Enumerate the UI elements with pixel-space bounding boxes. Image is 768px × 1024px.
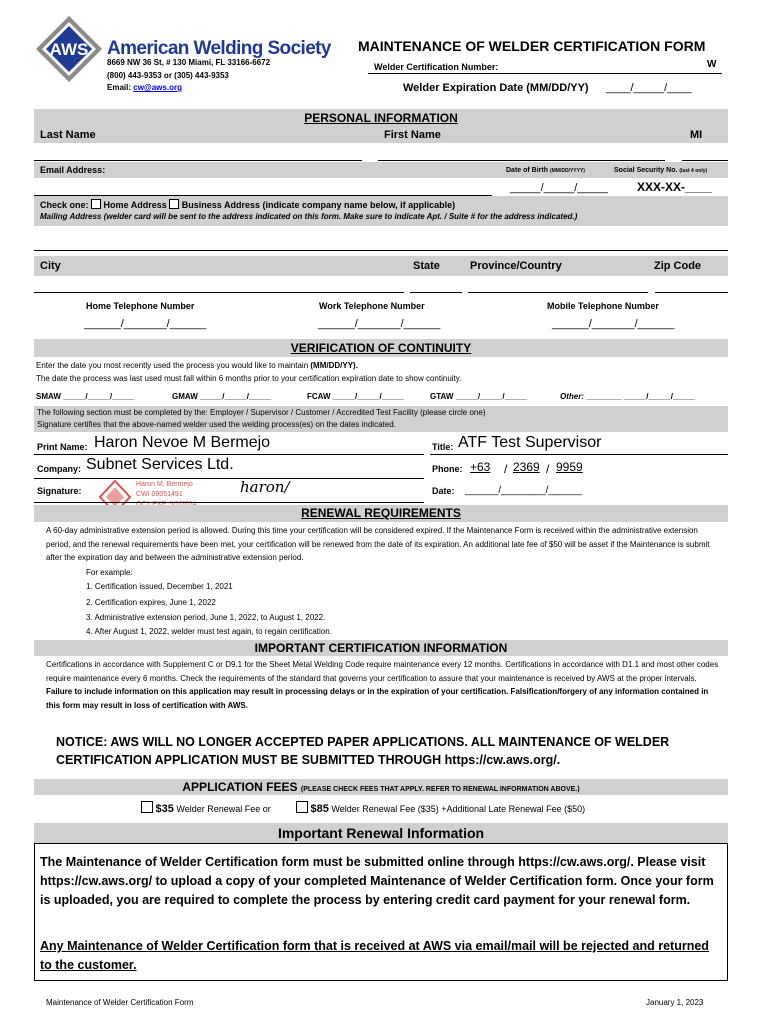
phone-sep-1: / [504,462,508,476]
verification-line1: Enter the date you most recently used the process you would like to maintain (MM/DD/YY). [36,361,358,370]
home-address-label: Home Address [103,200,167,210]
ssn-field[interactable]: XXX-XX-____ [637,180,712,194]
svg-text:AWS: AWS [49,40,89,59]
org-name: American Welding Society [107,38,331,59]
date-label: Date: [432,486,455,496]
stamp-line-2: CWI 09051491 [136,491,183,498]
email-address-label: Email Address: [40,165,106,175]
renewal-info-paragraph-2: Any Maintenance of Welder Certification form that is received at AWS via email/mail will be rejected and returned to the customer. [40,939,709,972]
mi-field[interactable] [682,160,728,161]
dob-field[interactable]: _____/_____/_____ [510,182,608,194]
cert-number-label: Welder Certification Number: [374,62,499,72]
first-name-field[interactable] [378,160,665,161]
fee-35-option: $35 Welder Renewal Fee or [141,801,271,815]
mi-label: MI [690,129,703,141]
form-title: MAINTENANCE OF WELDER CERTIFICATION FORM [358,38,706,54]
title-label: Title: [432,442,454,452]
gmaw-field[interactable]: GMAW _____/_____/_____ [172,392,272,401]
stamp-line-1: Haron M. Bermejo [136,481,193,488]
smaw-field[interactable]: SMAW _____/_____/_____ [36,392,135,401]
verification-circle-one: The following section must be completed by the: Employer / Supervisor / Customer / Accredited Test Facility (please circle one) [37,408,486,417]
aws-logo [34,14,104,84]
handwritten-signature[interactable]: haron/ [240,478,290,496]
title-value[interactable]: ATF Test Supervisor [458,434,602,451]
phone-last-value[interactable]: 9959 [556,460,583,474]
expiration-label: Welder Expiration Date (MM/DD/YY) [403,82,589,94]
renewal-info-paragraph-1: The Maintenance of Welder Certification form must be submitted online through https://cw.aws.org/. Please visit https://cw.aws.org/ to upload a copy of your completed Maintenance of Welder Certification form. Once your form is uploaded, you are required to complete the process by entering credit card payment for your renewal form. [40,855,714,907]
personal-info-header: PERSONAL INFORMATION [34,109,728,127]
ssn-label: Social Security No. (last 4 only) [614,167,708,174]
state-field[interactable] [410,292,462,293]
other-field[interactable]: Other: ________ _____/_____/_____ [560,392,696,401]
verification-header: VERIFICATION OF CONTINUITY [34,339,728,357]
renewal-header: RENEWAL REQUIREMENTS [34,505,728,522]
business-address-checkbox[interactable] [169,199,179,209]
fcaw-field[interactable]: FCAW _____/_____/_____ [307,392,404,401]
paper-notice: NOTICE: AWS WILL NO LONGER ACCEPTED PAPER APPLICATIONS. ALL MAINTENANCE OF WELDER CERTIFICATION APPLICATION MUST BE SUBMITTED THROUGH https://cw.aws.org/. [56,735,670,767]
first-name-label: First Name [384,129,441,141]
mailing-address-note: Mailing Address (welder card will be sent to the address indicated on this form. Make sure to indicate Apt. / Suite # for the address indicated.) [40,212,578,221]
important-cert-header: IMPORTANT CERTIFICATION INFORMATION [34,640,728,656]
city-label: City [40,260,61,272]
last-name-field[interactable] [34,160,362,161]
print-name-value[interactable]: Haron Nevoe M Bermejo [94,434,271,451]
company-value[interactable]: Subnet Services Ltd. [86,456,234,473]
print-name-label: Print Name: [37,442,88,452]
mobile-phone-field[interactable]: ______/_______/______ [552,318,675,330]
home-address-checkbox[interactable] [91,199,101,209]
renewal-example-3: 3. Administrative extension period, June 1, 2022, to August 1, 2022. [86,613,326,622]
verification-signature-note: Signature certifies that the above-named welder used the welding process(es) on the dates indicated. [37,420,396,429]
phone-mid-value[interactable]: 2369 [513,460,540,474]
renewal-example-4: 4. After August 1, 2022, welder must test again, to regain certification. [86,627,332,636]
fee-85-option: $85 Welder Renewal Fee ($35) +Additional Late Renewal Fee ($50) [296,801,585,815]
important-cert-paragraph: Certifications in accordance with Supplement C or D9.1 for the Sheet Metal Welding Code require maintenance every 12 months. Certifications in accordance with D1.1 and most other codes require maintenance every 6 months. Check the requirements of the standard that governs your certification to assure that your maintenance is received by AWS at the proper intervals. Failure to include information on this application may result in processing delays or in the expiration of your certification. Falsification/forgery of any information contained in this form may result in loss of certification with AWS. [46,660,719,710]
renewal-paragraph: A 60-day administrative extension period is allowed. During this time your certification will be considered expired. If the Maintenance Form is received within the administrative extension period, and the renewal requirements have been met, your certification will be renewed from the date of its expiration. An additional late fee of $50 will be asset if the Maintenance is submit after the expiration day and between the administrative extension period. [46,526,710,562]
cert-number-prefix: W [707,59,717,70]
phone-label: Phone: [432,464,463,474]
phone-sep-2: / [546,462,550,476]
fees-header: APPLICATION FEES (PLEASE CHECK FEES THAT APPLY. REFER TO RENEWAL INFORMATION ABOVE.) [34,779,728,795]
company-label: Company: [37,464,82,474]
phone-area-value[interactable]: +63 [470,460,491,474]
fee-85-checkbox[interactable] [296,801,308,813]
zip-label: Zip Code [654,260,702,272]
footer-form-name: Maintenance of Welder Certification Form [46,998,194,1007]
org-address: 8669 NW 36 St, # 130 Miami, FL 33166-6672 [107,58,271,67]
home-phone-label: Home Telephone Number [86,301,195,311]
dob-label: Date of Birth (MM/DD/YYYY) [506,167,585,174]
mobile-phone-label: Mobile Telephone Number [547,301,659,311]
province-label: Province/Country [470,260,562,272]
city-field[interactable] [34,292,404,293]
home-phone-field[interactable]: ______/_______/______ [84,318,207,330]
renewal-example-1: 1. Certification issued, December 1, 2021 [86,582,233,591]
work-phone-field[interactable]: ______/_______/______ [318,318,441,330]
zip-field[interactable] [655,292,728,293]
signature-label: Signature: [37,486,82,496]
renewal-example-label: For example: [86,568,133,577]
footer-date: January 1, 2023 [646,998,704,1007]
province-field[interactable] [468,292,648,293]
aws-logo-diamond-icon [34,14,104,84]
org-email-line [107,83,182,92]
mailing-address-field[interactable] [34,250,728,251]
gtaw-field[interactable]: GTAW _____/_____/_____ [430,392,527,401]
renewal-example-2: 2. Certification expires, June 1, 2022 [86,598,216,607]
check-one-row: Check one: Home Address Business Address (indicate company name below, if applicable) [40,200,456,210]
state-label: State [413,260,440,272]
fee-35-checkbox[interactable] [141,801,153,813]
expiration-date-field[interactable]: ____/_____/____ [606,82,692,94]
business-address-label: Business Address (indicate company name below, if applicable) [181,200,456,210]
date-field[interactable]: ______/________/______ [465,485,582,496]
work-phone-label: Work Telephone Number [319,301,425,311]
org-phone: (800) 443-9353 or (305) 443-9353 [107,71,229,80]
verification-line2: The date the process was last used must fall within 6 months prior to your certification expiration date to show continuity. [36,374,462,383]
org-email-label: Email: [107,83,132,92]
last-name-label: Last Name [40,129,96,141]
renewal-info-header: Important Renewal Information [34,823,728,843]
org-email-link[interactable]: cw@aws.org [133,83,182,92]
